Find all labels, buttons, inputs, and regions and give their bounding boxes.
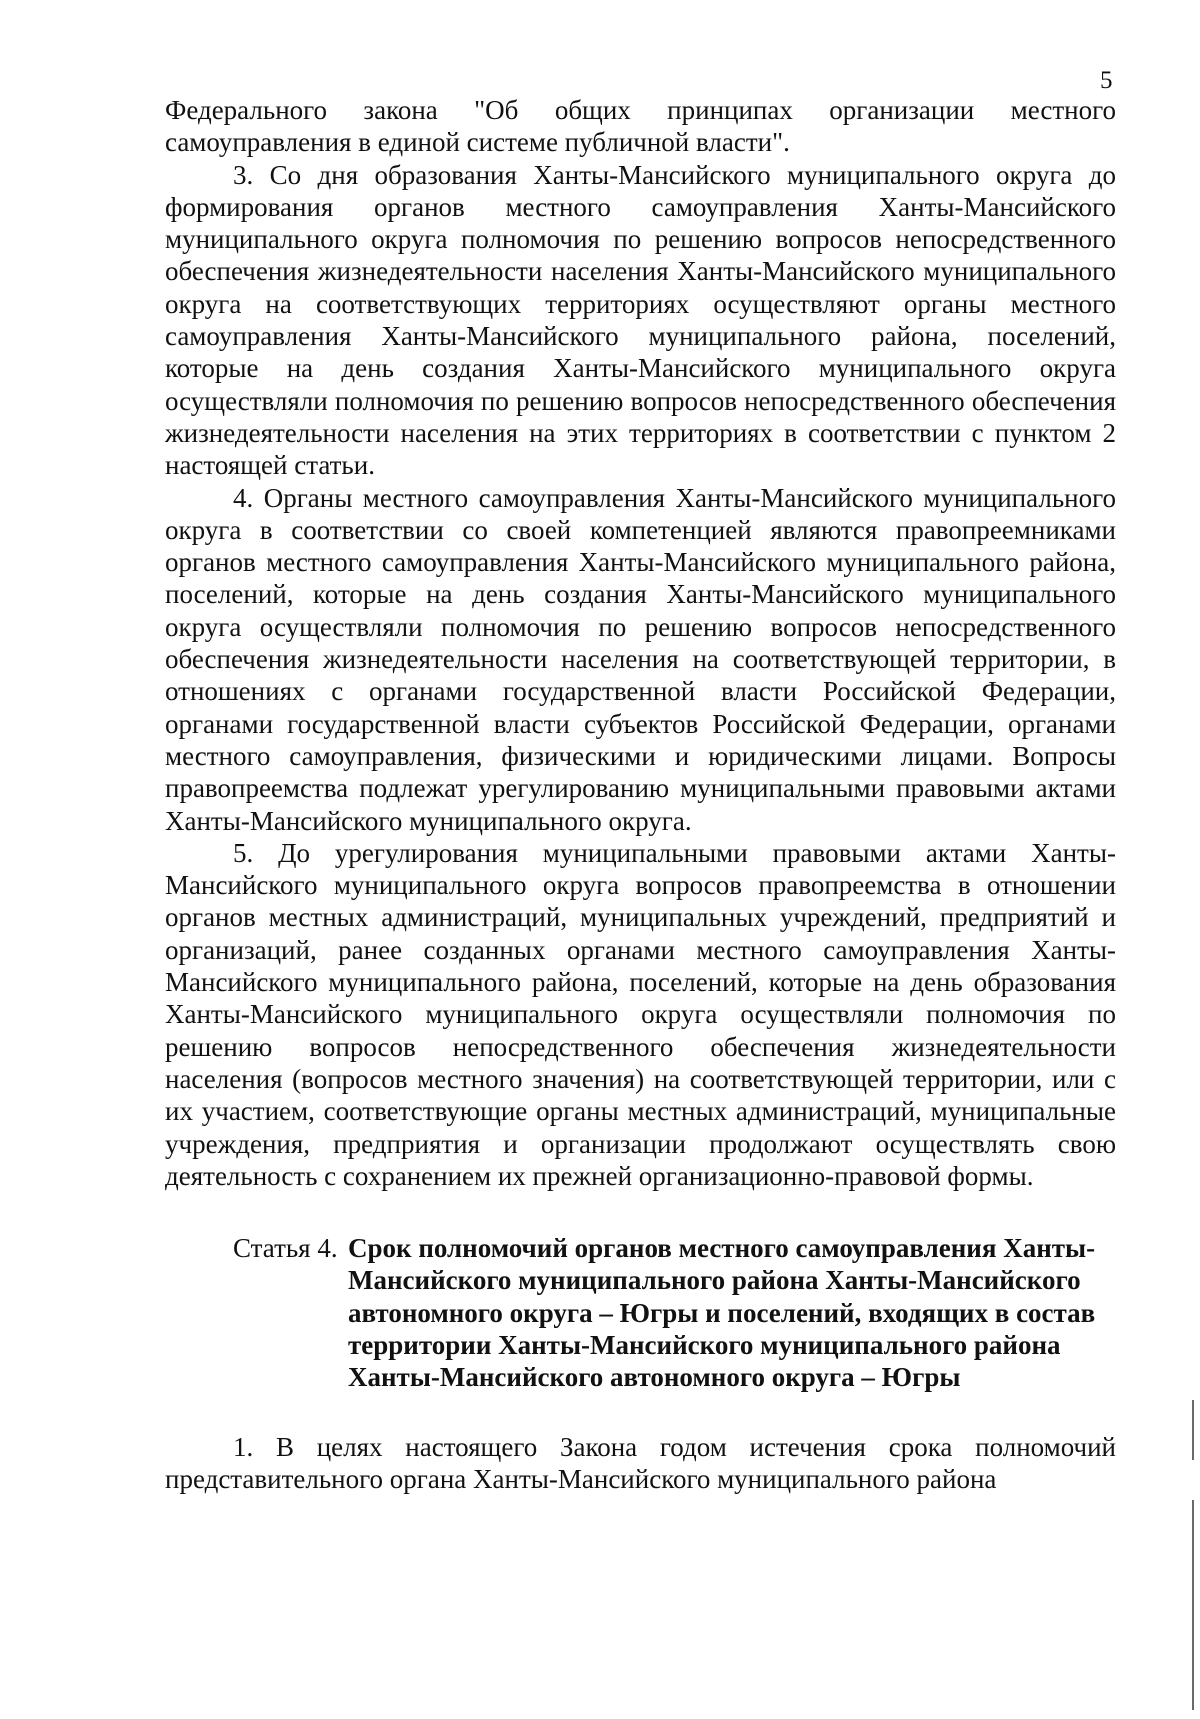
page-number: 5: [1100, 67, 1113, 94]
article-heading: [233, 1232, 1116, 1393]
paragraph-item-3: 3. Со дня образования Ханты-Мансийского муниципального округа до формирования органов местного самоуправления Ханты-Мансийского муниципального округа полномочия по решению вопросов непосредственного обеспечения жизнедеятельности населения Ханты-Мансийского муниципального округа на соответствующих территориях осуществляют органы местного самоуправления Ханты-Мансийского муниципального района, поселений, которые на день создания Ханты-Мансийского муниципального округа осуществляли полномочия по решению вопросов непосредственного обеспечения жизнедеятельности населения на этих территориях в соответствии с пунктом 2 настоящей статьи.: [165, 159, 1116, 481]
document-body: [165, 94, 1116, 1496]
scan-edge-mark: [1192, 1400, 1194, 1460]
paragraph-item-5: 5. До урегулирования муниципальными правовыми актами Ханты-Мансийского муниципального округа вопросов правопреемства в отношении органов местных администраций, муниципальных учреждений, предприятий и организаций, ранее созданных органами местного самоуправления Ханты-Мансийского муниципального района, поселений, которые на день образования Ханты-Мансийского муниципального округа осуществляли полномочия по решению вопросов непосредственного обеспечения жизнедеятельности населения (вопросов местного значения) на соответствующей территории, или с их участием, соответствующие органы местных администраций, муниципальные учреждения, предприятия и организации продолжают осуществлять свою деятельность с сохранением их прежней организационно-правовой формы.: [165, 837, 1116, 1191]
scan-edge-mark: [1192, 1500, 1194, 1710]
paragraph-continuation: Федерального закона "Об общих принципах организации местного самоуправления в единой системе публичной власти".: [165, 95, 1116, 158]
article-paragraph-1: 1. В целях настоящего Закона годом истечения срока полномочий представительного органа Ханты-Мансийского муниципального района: [165, 1432, 1116, 1495]
article-title: Срок полномочий органов местного самоуправления Ханты-Мансийского муниципального района Ханты-Мансийского автономного округа – Югры и поселений, входящих в состав территории Ханты-Мансийского муниципального района Ханты-Мансийского автономного округа – Югры: [348, 1233, 1096, 1392]
paragraph-item-4: 4. Органы местного самоуправления Ханты-Мансийского муниципального округа в соответствии со своей компетенцией являются правопреемниками органов местного самоуправления Ханты-Мансийского муниципального района, поселений, которые на день создания Ханты-Мансийского муниципального округа осуществляли полномочия по решению вопросов непосредственного обеспечения жизнедеятельности населения на соответствующей территории, в отношениях с органами государственной власти Российской Федерации, органами государственной власти субъектов Российской Федерации, органами местного самоуправления, физическими и юридическими лицами. Вопросы правопреемства подлежат урегулированию муниципальными правовыми актами Ханты-Мансийского муниципального округа.: [165, 482, 1116, 836]
article-number: Статья 4.: [233, 1233, 338, 1264]
